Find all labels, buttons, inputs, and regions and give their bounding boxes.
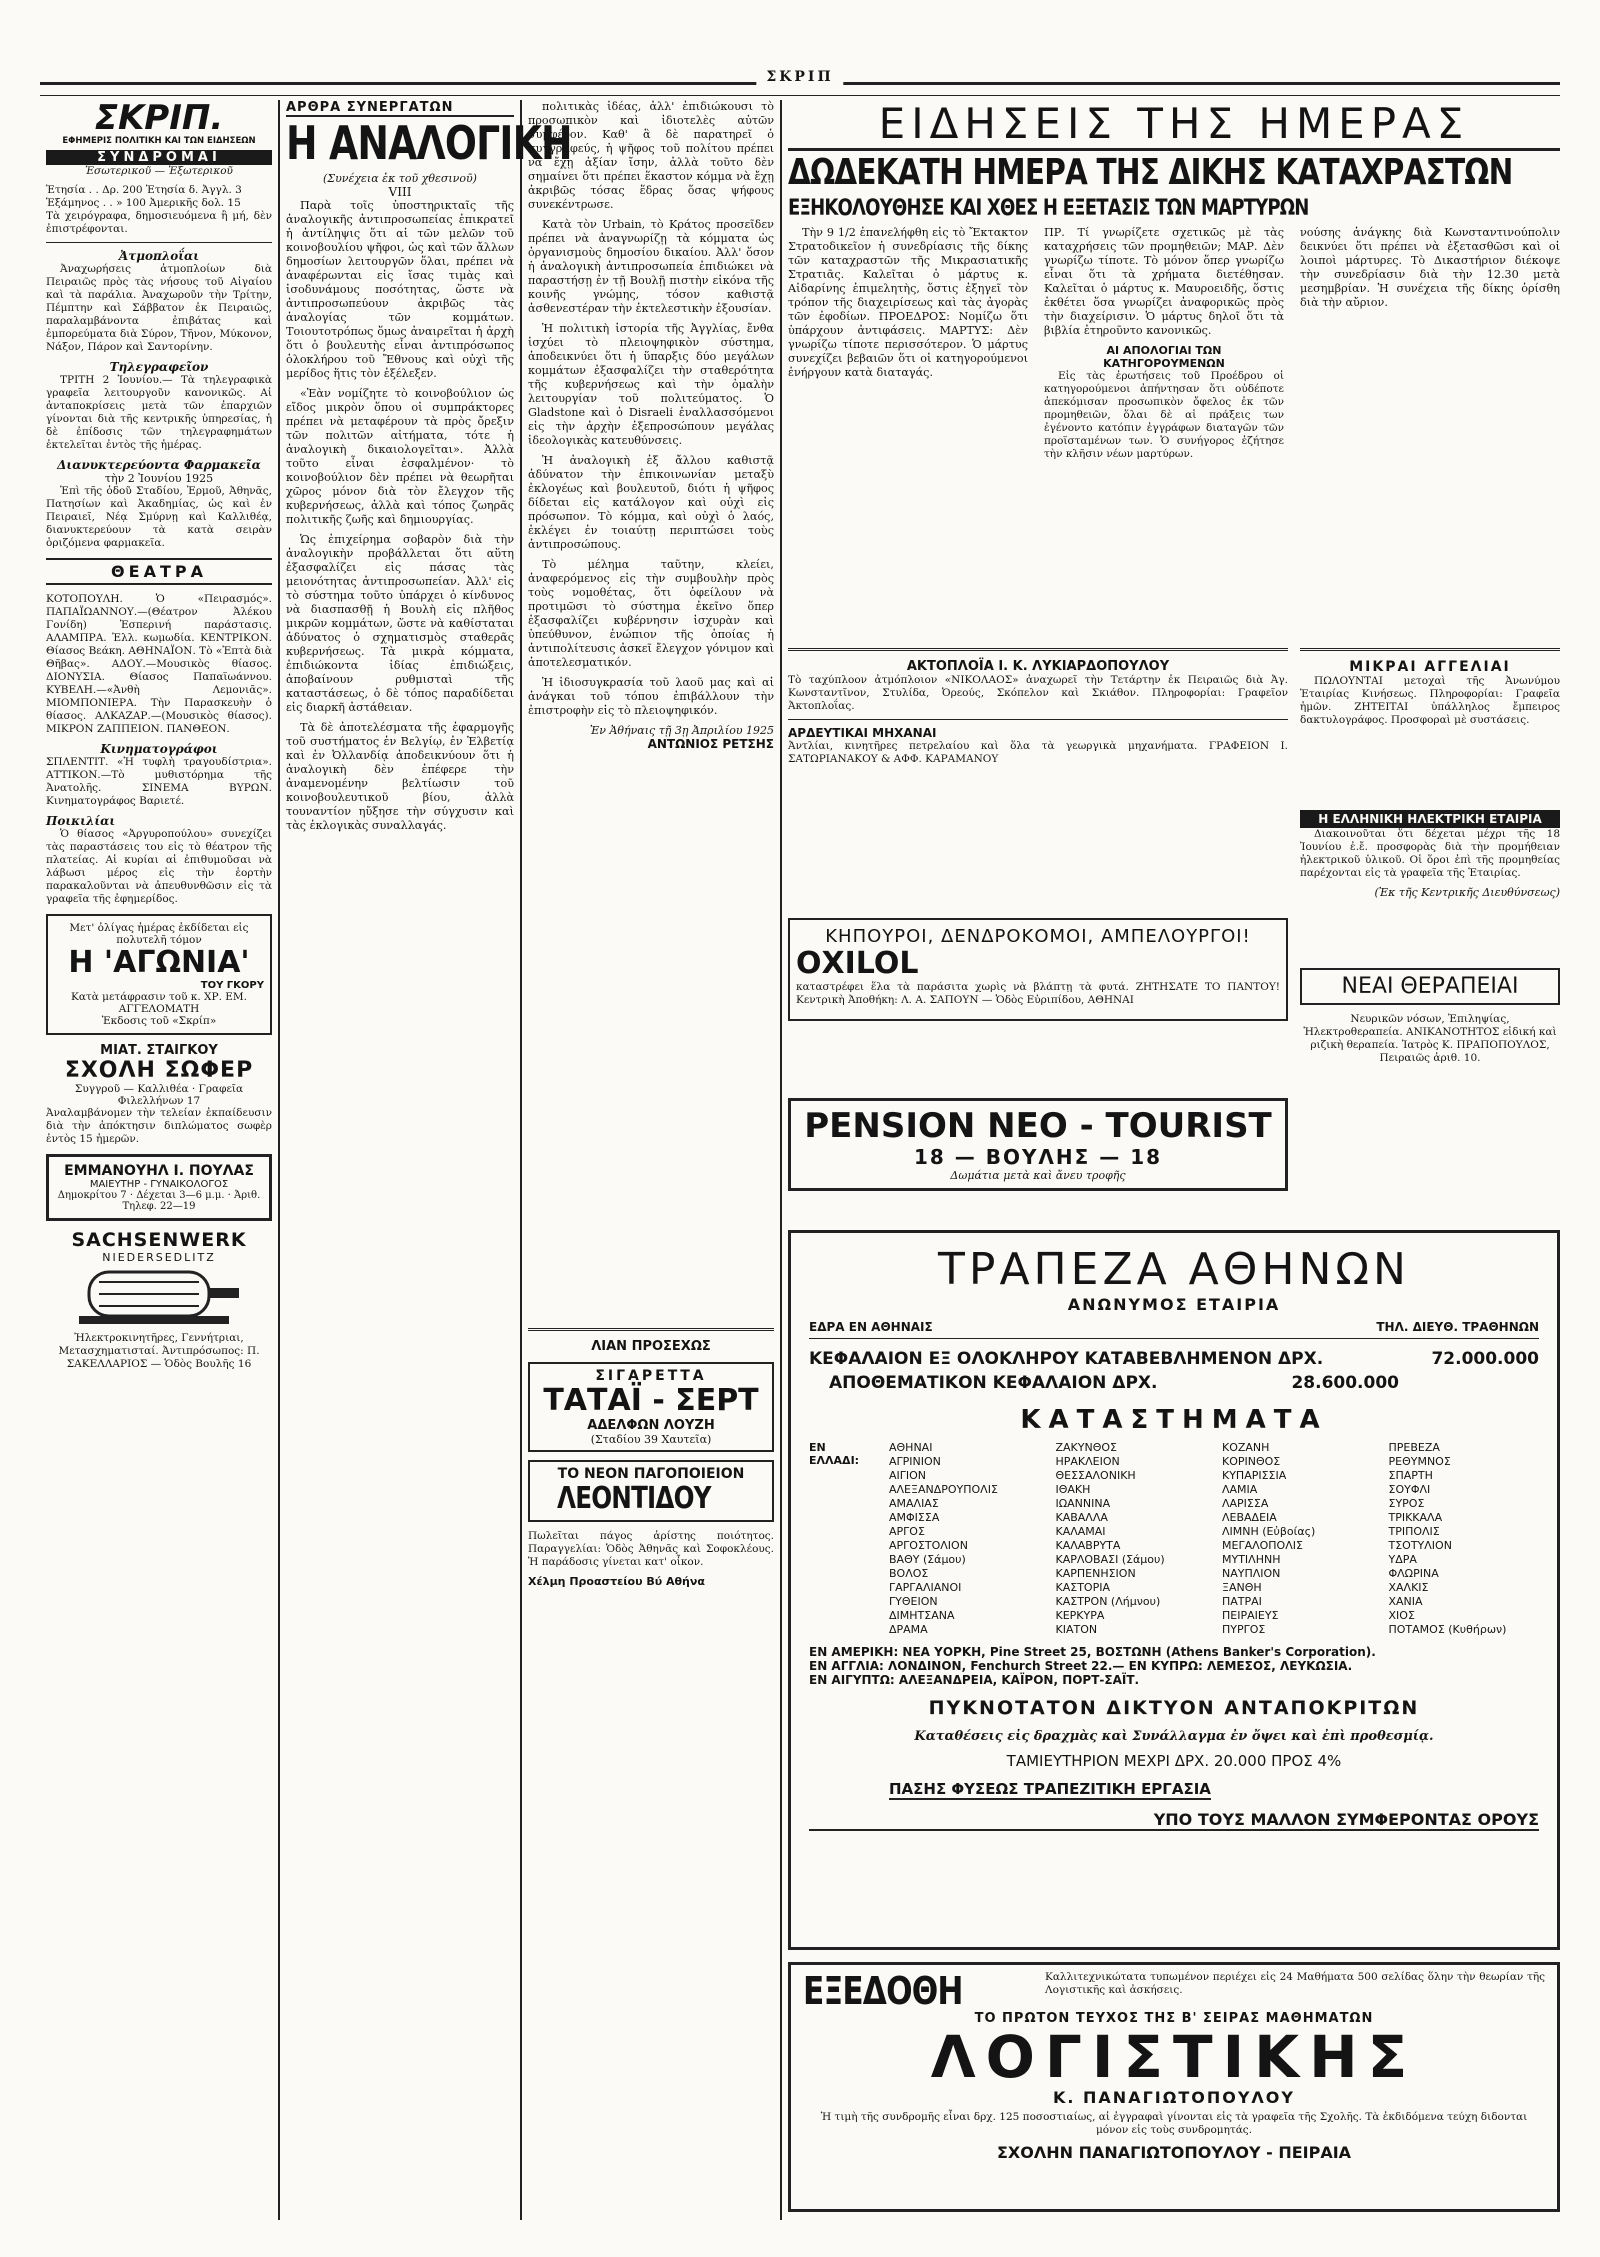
page-mark: ΣΚΡΙΠ: [756, 69, 843, 85]
deposits: Καταθέσεις εἰς δραχμὰς καὶ Συνάλλαγμα ἐν ὄψει καὶ ἐπὶ προθεσμίᾳ.: [914, 1729, 1434, 1744]
branch-name: ΛΑΜΙΑ: [1222, 1483, 1258, 1496]
branch-name: ΓΥΘΕΙΟΝ: [889, 1595, 938, 1608]
article-section: ΑΡΘΡΑ ΣΥΝΕΡΓΑΤΩΝ: [286, 100, 514, 117]
school-label: ΜΙΑΤ. ΣΤΑΙΓΚΟΥ: [100, 1043, 218, 1058]
abroad-line: ΕΝ ΑΙΓΥΠΤΩ: ΑΛΕΞΑΝΔΡΕΙΑ, ΚΑΪΡΟΝ, ΠΟΡΤ-ΣΑΪΤ.: [809, 1673, 1140, 1687]
branch-name: ΔΙΜΗΤΣΑΝΑ: [889, 1609, 955, 1622]
article-column-1: [286, 100, 514, 117]
logistics-title: ΛΟΓΙΣΤΙΚΗΣ: [930, 2023, 1418, 2091]
branch-name: ΚΙΑΤΟΝ: [1055, 1623, 1098, 1636]
pension-title: PENSION NEO - TOURIST: [804, 1106, 1272, 1146]
branch-name: ΜΕΓΑΛΟΠΟΛΙΣ: [1222, 1539, 1303, 1552]
subscriptions-title: ΣΥΝΔΡΟΜΑΙ: [46, 150, 272, 165]
branch-name: ΘΕΣΣΑΛΟΝΙΚΗ: [1055, 1469, 1136, 1482]
branch-name: ΙΘΑΚΗ: [1055, 1483, 1091, 1496]
article-part: VIII: [388, 185, 412, 199]
branch-name: ΤΣΟΤΥΛΙΟΝ: [1388, 1539, 1452, 1552]
agonia-title: Η 'ΑΓΩΝΙΑ': [68, 945, 250, 980]
left-column: [46, 100, 272, 1377]
branch-name: ΚΑΡΠΕΝΗΣΙΟΝ: [1055, 1567, 1136, 1580]
branches-col: [889, 1441, 1040, 1637]
news-text: Τὴν 9 1/2 ἐπανελήφθη εἰς τὸ Ἔκτακτον Στρατοδικεῖον ἡ συνεδρίασις τῆς δίκης τῶν καταχραστῶν τῆς Μικρασιατικῆς Στρατιᾶς. Καλεῖται ὁ μάρτυς κ. Αἰδαρίνης ἐπιμελητὴς, ὅστις ἐξηγεῖ τὸν τρόπον τῆς διαχειρίσεως καὶ τὰς ἀγορὰς τῶν ἐφοδίων. ΠΡΟΕΔΡΟΣ: Νομίζω ὅτι ὑπάρχουν ἀντιφάσεις. ΜΑΡΤΥΣ: Δὲν γνωρίζω τίποτε περισσότερον. Ὁ μάρτυς συνεχίζει βεβαιῶν ὅτι οἱ κατηγορούμενοι ἐνήργουν κατὰ διαταγάς.: [788, 226, 1028, 379]
logistics-ad: [788, 1962, 1560, 2212]
cigarette-ad: [528, 1362, 774, 1452]
masthead: ΣΚΡΙΠ.: [94, 98, 224, 138]
agonia-ad: [46, 914, 272, 1035]
pharmacy-date: τὴν 2 Ἰουνίου 1925: [104, 472, 214, 485]
branch-name: ΚΑΛΑΜΑΙ: [1055, 1525, 1106, 1538]
pension-address: 18 — ΒΟΥΛΗΣ — 18: [913, 1145, 1163, 1169]
logistics-top: [803, 1971, 1545, 2011]
subscriptions-note: Τὰ χειρόγραφα, δημοσιευόμενα ἢ μή, δὲν ἐπιστρέφονται.: [46, 210, 272, 235]
branch-name: ΑΜΑΛΙΑΣ: [889, 1497, 939, 1510]
branch-name: ΑΛΕΞΑΝΔΡΟΥΠΟΛΙΣ: [889, 1483, 998, 1496]
ice-title: ΤΟ ΝΕΟΝ ΠΑΓΟΠΟΙΕΙΟΝ: [557, 1466, 745, 1482]
page-header-rule: [40, 69, 1560, 96]
branch-name: ΧΑΝΙΑ: [1388, 1595, 1423, 1608]
news-headline: ΔΩΔΕΚΑΤΗ ΗΜΕΡΑ ΤΗΣ ΔΙΚΗΣ ΚΑΤΑΧΡΑΣΤΩΝ: [788, 152, 1513, 193]
branch-name: ΓΑΡΓΑΛΙΑΝΟΙ: [889, 1581, 962, 1594]
school-title: ΣΧΟΛΗ ΣΩΦΕΡ: [64, 1058, 254, 1083]
news-col-1: [788, 226, 1028, 386]
capital-value: 72.000.000: [1431, 1349, 1539, 1369]
school-address: Συγγροῦ — Καλλιθέα · Γραφεῖα Φιλελλήνων 17: [74, 1083, 244, 1107]
news-col-3: [1300, 226, 1560, 316]
branch-name: ΤΡΙΚΚΑΛΑ: [1388, 1511, 1443, 1524]
branch-name: ΚΑΡΛΟΒΑΣΙ (Σάμου): [1055, 1553, 1165, 1566]
branch-name: ΧΙΟΣ: [1388, 1609, 1415, 1622]
news-text: νούσης ἀνάγκης διὰ Κωνσταντινούπολιν δεικνύει ὅτι πρέπει νὰ ἐξετασθῶσι καὶ οἱ λοιποὶ μάρτυρες. Τὸ Δικαστήριον διέκοψε τὴν συνεδρίασιν διὰ τὴν 12.30 μετὰ μεσημβρίαν. Ἡ συνέχεια τῆς δίκης ὁρίσθη διὰ τὴν αὔριον.: [1300, 226, 1560, 309]
subscriptions-row: Ἑξάμηνος . . » 100 Ἀμερικῆς δολ. 15: [46, 197, 241, 209]
column-rule: [780, 100, 782, 2220]
therapies-ad: [1300, 960, 1560, 1071]
small-ads-title: ΜΙΚΡΑΙ ΑΓΓΕΛΙΑΙ: [1349, 659, 1511, 675]
branch-name: ΑΡΓΟΣ: [889, 1525, 925, 1538]
bank-seat-row: [809, 1320, 1539, 1339]
ice-name: ΛΕΟΝΤΙΔΟΥ: [557, 1481, 711, 1516]
farmers-title: ΚΗΠΟΥΡΟΙ, ΔΕΝΔΡΟΚΟΜΟΙ, ΑΜΠΕΛΟΥΡΓΟΙ!: [825, 926, 1251, 947]
branch-name: ΔΡΑΜΑ: [889, 1623, 928, 1636]
divider: [528, 1328, 774, 1331]
agonia-translator: Κατὰ μετάφρασιν τοῦ κ. ΧΡ. ΕΜ. ΑΓΓΕΛΟΜΑΤΗ: [70, 991, 247, 1015]
ice-body: Πωλεῖται πάγος ἀρίστης ποιότητος. Παραγγελίαι: Ὁδὸς Ἀθηνᾶς καὶ Σοφοκλέους. Ἡ παράδοσις γίνεται κατ' οἶκον.: [528, 1530, 774, 1568]
cinema-title: Κινηματογράφοι: [100, 742, 218, 756]
sachsen-footer: Ἠλεκτροκινητῆρες, Γεννήτριαι, Μετασχηματισταί. Ἀντιπρόσωπος: Π. ΣΑΚΕΛΛΑΡΙΟΣ — Ὁδὸς Βουλῆς 16: [58, 1332, 260, 1370]
bank-telegraph: ΤΗΛ. ΔΙΕΥΘ. ΤΡΑΘΗΝΩΝ: [1376, 1320, 1539, 1334]
article-title-wrap: [286, 116, 572, 170]
branch-name: ΡΕΘΥΜΝΟΣ: [1388, 1455, 1451, 1468]
school-body: Ἀναλαμβάνομεν τὴν τελείαν ἐκπαίδευσιν διὰ τὴν ἀπόκτησιν διπλώματος σωφὲρ ἐντὸς 15 ἡμερῶν.: [46, 1107, 272, 1145]
branch-name: ΚΟΖΑΝΗ: [1222, 1441, 1270, 1454]
capital-label: ΚΕΦΑΛΑΙΟΝ ΕΞ ΟΛΟΚΛΗΡΟΥ ΚΑΤΑΒΕΒΛΗΜΕΝΟΝ ΔΡΧ.: [809, 1349, 1324, 1369]
article-paragraph: Κατὰ τὸν Urbain, τὸ Κράτος προσεῖδεν πρέπει νὰ ἀναγνωρίζῃ τὰ κόμματα ὡς ὀργανισμοὺς δημοσίου δικαίου. Ἀλλ' ὅσον ἡ ἀναλογικὴ ἀντιπροσωπεία ἐπιδιώκει νὰ παραστήσῃ ἐν τῇ Βουλῇ πιστὴν εἰκόνα τῆς κοινῆς γνώμης, τόσον καθιστᾷ ἀσθενεστέραν τὴν ἐκτελεστικὴν ἐξουσίαν.: [528, 218, 774, 315]
pension-box: [788, 1098, 1288, 1191]
branch-name: ΚΑΣΤΡΟΝ (Λήμνου): [1055, 1595, 1161, 1608]
branches-col: [1389, 1441, 1540, 1637]
branch-name: ΚΟΡΙΝΘΟΣ: [1222, 1455, 1281, 1468]
news-section: [788, 100, 1560, 223]
branch-name: ΛΙΜΝΗ (Εὐβοίας): [1222, 1525, 1316, 1538]
notice-title: Ἀτμοπλοΐαι: [118, 249, 200, 263]
branch-name: ΠΑΤΡΑΙ: [1222, 1595, 1262, 1608]
oxilol-ad: [788, 910, 1288, 1029]
branch-name: ΞΑΝΘΗ: [1222, 1581, 1262, 1594]
mid-ads-right: [1300, 640, 1560, 733]
branch-name: ΖΑΚΥΝΘΟΣ: [1055, 1441, 1117, 1454]
branch-name: ΚΥΠΑΡΙΣΣΙΑ: [1222, 1469, 1287, 1482]
logistics-school: ΣΧΟΛΗΝ ΠΑΝΑΓΙΩΤΟΠΟΥΛΟΥ - ΠΕΙΡΑΙΑ: [996, 2143, 1352, 2162]
branch-name: ΣΠΑΡΤΗ: [1388, 1469, 1433, 1482]
branch-name: ΝΑΥΠΛΙΟΝ: [1222, 1567, 1281, 1580]
pension-sub: Δωμάτια μετὰ καὶ ἄνευ τροφῆς: [950, 1169, 1126, 1182]
therapies-body: Νευρικῶν νόσων, Ἐπιληψίας, Ἠλεκτροθεραπεία. ΑΝΙΚΑΝΟΤΗΤΟΣ εἰδική καὶ ριζικὴ θεραπεία. Ἰατρὸς Κ. ΠΡΑΠΟΠΟΥΛΟΣ, Πειραιῶς ἀριθ. 10.: [1303, 1013, 1557, 1064]
abroad-line: ΕΝ ΑΜΕΡΙΚΗ: ΝΕΑ ΥΟΡΚΗ, Pine Street 25, ΒΟΣΤΩΝΗ (Athens Banker's Corporation).: [809, 1645, 1376, 1659]
reserve-label: ΑΠΟΘΕΜΑΤΙΚΟΝ ΚΕΦΑΛΑΙΟΝ ΔΡΧ.: [829, 1373, 1158, 1393]
savings-value: 20.000 ΠΡΟΣ 4%: [1213, 1752, 1342, 1770]
savings-row: [809, 1752, 1539, 1770]
article-paragraph: Παρὰ τοῖς ὑποστηρικταῖς τῆς ἀναλογικῆς ἀντιπροσωπείας ἐπικρατεῖ ἡ ἀντίληψις ὅτι αἱ τῶν μελῶν τοῦ κοινοβουλίου ψῆφοι, ὡς καὶ τῶν ἄλλων δημοσίων λειτουργῶν ὅλαι, πρέπει νὰ ἀναφέρωνται εἰς ἴσας τιμὰς καὶ ἰσοδυνάμους ποσότητας, ὥστε νὰ ἀντιπροσωπεύουν ἀκριβῶς τὰς ἀναλογίας τῶν κομμάτων. Τοιουτοτρόπως ὅμως ἀναιρεῖται ἡ ἀρχὴ ὅτι ὁ βουλευτὴς εἶναι ἀντιπρόσωπος ὁλοκλήρου τοῦ Ἔθνους καὶ οὐχὶ τῆς μερίδος ἥτις τὸν ἐξέλεξεν.: [286, 199, 514, 380]
branch-name: ΚΕΡΚΥΡΑ: [1055, 1609, 1105, 1622]
news-subheadline: ΕΞΗΚΟΛΟΥΘΗΣΕ ΚΑΙ ΧΘΕΣ Η ΕΞΕΤΑΣΙΣ ΤΩΝ ΜΑΡΤΥΡΩΝ: [788, 196, 1309, 221]
branch-name: ΤΡΙΠΟΛΙΣ: [1388, 1525, 1440, 1538]
branches-col: [1222, 1441, 1373, 1637]
branches-prefix: ΕΝ ΕΛΛΑΔΙ:: [809, 1441, 860, 1467]
theatres-body: ΚΟΤΟΠΟΥΛΗ. Ὁ «Πειρασμός». ΠΑΠΑΪΩΑΝΝΟΥ.—(Θέατρον Ἀλέκου Γονίδη) Ἑσπερινή παράστασις. ΑΛΑΜΠΡΑ. Ἐλλ. κωμωδία. ΚΕΝΤΡΙΚΟΝ. Θίασος Βεάκη. ΑΘΗΝΑΪΟΝ. Τὸ «Ἐπτὰ διὰ Θῆβας». ΑΔΟΥ.—Μουσικὸς θίασος. ΔΙΟΝΥΣΙΑ. Θίασος Παπαϊωάννου. ΚΥΒΕΛΗ.—«Ἀνθὴ Λεμονιᾶς». ΜΙΟΜΠΟΝΙΕΡΑ. Τὴν Παρασκευὴν ὁ θίασος. ΑΛΚΑΖΑΡ.—(Μουσικὸς θίασος). ΜΙΚΡΟΝ ΖΑΠΠΕΙΟΝ. ΠΑΝΘΕΟΝ.: [46, 593, 272, 735]
farmers-box: [788, 918, 1288, 1021]
cig-maker: ΑΔΕΛΦΩΝ ΛΟΥΖΗ: [587, 1418, 715, 1433]
column-rule: [278, 100, 280, 2220]
logistics-body: Ἡ τιμὴ τῆς συνδρομῆς εἶναι δρχ. 125 ποσοστιαίως, αἱ ἐγγραφαὶ γίνονται εἰς τὰ γραφεῖα τῆς Σχολῆς. Τὰ ἐκδιδόμενα τεύχη διδονται μόνον εἰς τοὺς συνδρομητάς.: [820, 2111, 1528, 2136]
notice-body: Ἀναχωρήσεις ἀτμοπλοίων διὰ Πειραιῶς πρὸς τὰς νήσους τοῦ Αἰγαίου καὶ τὰ παράλια. Ἀναχωροῦν τὴν Τρίτην, Πέμπτην καὶ Σάββατον ἐκ Πειραιῶς, παραλαμβάνοντα ἐπιβάτας καὶ ἐμπορεύματα διὰ Σύρον, Τῆνον, Μύκονον, Νάξον, Πάρον καὶ Σαντορίνην.: [46, 263, 272, 353]
cig-address: (Σταδίου 39 Χαυτεῖα): [590, 1433, 712, 1446]
branch-name: ΑΘΗΝΑΙ: [889, 1441, 933, 1454]
therapies-box: [1300, 968, 1560, 1005]
branch-name: ΙΩΑΝΝΙΝΑ: [1055, 1497, 1111, 1510]
pharmacy-title: Διανυκτερεύοντα Φαρμακεῖα: [57, 458, 261, 472]
logistics-issued: ΕΞΕΔΟΘΗ: [803, 1969, 963, 2013]
electric-sign: (Ἐκ τῆς Κεντρικῆς Διευθύνσεως): [1374, 886, 1560, 899]
mid-ads-left: [788, 640, 1288, 772]
doctor-name: ΕΜΜΑΝΟΥΗΛ Ι. ΠΟΥΛΑΣ: [64, 1163, 254, 1179]
article-paragraph: «Ἐὰν νομίζητε τὸ κοινοβούλιον ὡς εἴδος μικρὸν ὅπου οἱ συμπράκτορες πρέπει νὰ μεταφέρουν τὰ πρὸς ὄρεξιν τῶν πολιτῶν αἰτήματα, τότε ἡ ἀναλογικὴ δικαιολογεῖται». Ἀλλὰ τοῦτο εἶναι ἐσφαλμένον· τὸ κοινοβούλιον δὲν πρέπει νὰ θεωρῆται χῶρος μόνον διὰ τὸν ἔλεγχον τῆς κυβερνήσεως, ἀλλὰ καὶ τόπος ζωηρᾶς πολιτικῆς ζωῆς καὶ δημιουργίας.: [286, 387, 514, 526]
bank-type: ΑΝΩΝΥΜΟΣ ΕΤΑΙΡΙΑ: [1067, 1295, 1281, 1314]
divider: [788, 719, 1288, 720]
pharmacy-body: Ἐπὶ τῆς ὁδοῦ Σταδίου, Ἑρμοῦ, Ἀθηνᾶς, Πατησίων καὶ Ἀκαδημίας, ὡς καὶ ἐν Πειραιεῖ, Νέᾳ Σμύρνῃ καὶ Καλλιθέᾳ, διανυκτερεύουν τὰ κατὰ σειρὰν ὁριζόμενα φαρμακεῖα.: [46, 485, 272, 549]
article-subtitle: (Συνέχεια ἐκ τοῦ χθεσινοῦ): [323, 172, 477, 185]
news-col-2: [1044, 226, 1284, 467]
agonia-sub: ΤΟΥ ΓΚΟΡΥ: [200, 980, 264, 991]
logistics-series: ΤΟ ΠΡΩΤΟΝ ΤΕΥΧΟΣ ΤΗΣ Β' ΣΕΙΡΑΣ ΜΑΘΗΜΑΤΩΝ: [974, 2011, 1374, 2026]
pension-ad: [788, 1090, 1288, 1199]
branch-name: ΑΡΓΟΣΤΟΛΙΟΝ: [889, 1539, 968, 1552]
article-author: ΑΝΤΩΝΙΟΣ ΡΕΤΣΗΣ: [647, 737, 774, 751]
sachsen-brand: SACHSENWERK: [71, 1229, 247, 1251]
cinema-body: ΣΠΛΕΝΤΙΤ. «Ἡ τυφλὴ τραγουδίστρια». ΑΤΤΙΚΟΝ.—Τὸ μυθιστόρημα τῆς Ἀνατολῆς. ΣΙΝΕΜΑ ΒΥΡΩΝ. Κινηματογράφος Βαριετέ.: [46, 756, 272, 807]
subscriptions-row: Ἐτησία . . Δρ. 200 Ἐτησία δ. Ἀγγλ. 3: [46, 184, 242, 196]
branch-name: ΚΑΒΑΛΛΑ: [1055, 1511, 1108, 1524]
ice-footer: Χέλμη Προαστείου Βύ Αθήνα: [528, 1575, 705, 1588]
bank-reserve-row: [809, 1373, 1539, 1393]
branch-name: ΥΔΡΑ: [1388, 1553, 1417, 1566]
subscriptions-labels: Ἐσωτερικοῦ — Ἐξωτερικοῦ: [85, 165, 233, 177]
divider: [1300, 648, 1560, 651]
branch-name: ΚΑΛΑΒΡΥΤΑ: [1055, 1539, 1121, 1552]
branch-name: ΗΡΑΚΛΕΙΟΝ: [1055, 1455, 1120, 1468]
branches-col: [1056, 1441, 1207, 1637]
ice-cig-ads: [528, 1320, 774, 2220]
misc-title: Ποικιλίαι: [46, 814, 116, 828]
reserve-value: 28.600.000: [1291, 1373, 1399, 1393]
article-paragraph: Ἡ ἰδιοσυγκρασία τοῦ λαοῦ μας καὶ αἱ ἀνάγκαι τοῦ τόπου ἐπιβάλλουν τὴν ἐπιστροφὴν εἰς τὸ πλειοψηφικόν.: [528, 676, 774, 717]
bank-capital-row: [809, 1349, 1539, 1369]
branch-name: ΜΥΤΙΛΗΝΗ: [1222, 1553, 1281, 1566]
article-paragraph: πολιτικὰς ἰδέας, ἀλλ' ἐπιδιώκουσι τὸ προσωπικὸν καὶ ἰδιοτελὲς αὐτῶν συμφέρον. Καθ' ἃ δὲ παρατηρεῖ ὁ συγγραφεύς, ἡ ψῆφος τοῦ πολίτου πρέπει νὰ ἔχῃ ἀξίαν ἴσην, ἀλλὰ τοῦτο δὲν σημαίνει ὅτι πρέπει ἕκαστον κόμμα νὰ ἔχῃ ἀκριβῶς τόσας ἕδρας ὅσας ψήφους συνεκέντρωσε.: [528, 100, 774, 211]
theatres-title: ΘΕΑΤΡΑ: [46, 558, 272, 585]
bank-name: ΤΡΑΠΕΖΑ ΑΘΗΝΩΝ: [938, 1244, 1410, 1295]
tagline: ΕΦΗΜΕΡΙΣ ΠΟΛΙΤΙΚΗ ΚΑΙ ΤΩΝ ΕΙΔΗΣΕΩΝ: [62, 136, 256, 146]
electric-notice: [1300, 810, 1560, 899]
article-body-2: [528, 100, 774, 1310]
branch-name: ΑΜΦΙΣΣΑ: [889, 1511, 940, 1524]
therapies-title: ΝΕΑΙ ΘΕΡΑΠΕΙΑΙ: [1341, 974, 1519, 999]
telegraph-body: ΤΡΙΤΗ 2 Ἰουνίου.— Τὰ τηλεγραφικὰ γραφεῖα λειτουργοῦν κανονικῶς. Αἱ ἀνταποκρίσεις μετὰ τῶν ἐπαρχιῶν γίνονται διὰ τῆς κεντρικῆς ὑπηρεσίας, ἡ δὲ ἐπίδοσις τῶν τηλεγραφημάτων ἐκτελεῖται ἐντὸς τῆς ἡμέρας.: [46, 374, 272, 451]
abroad-line: ΕΝ ΑΓΓΛΙΑ: ΛΟΝΔΙΝΟΝ, Fenchurch Street 22.— ΕΝ ΚΥΠΡΩ: ΛΕΜΕΣΟΣ, ΛΕΥΚΩΣΙΑ.: [809, 1659, 1353, 1673]
machines-title: ΑΡΔΕΥΤΙΚΑΙ ΜΗΧΑΝΑΙ: [788, 726, 937, 740]
branch-name: ΛΑΡΙΣΣΑ: [1222, 1497, 1269, 1510]
doctor-ad: [46, 1154, 272, 1221]
ship-title: ΑΚΤΟΠΛΟΪΑ Ι. Κ. ΛΥΚΙΑΡΔΟΠΟΥΛΟΥ: [906, 659, 1170, 674]
article-body-1: [286, 172, 514, 2222]
branch-name: ΒΑΘΥ (Σάμου): [889, 1553, 966, 1566]
divider: [788, 648, 1288, 651]
machines-body: Ἀντλίαι, κινητῆρες πετρελαίου καὶ ὅλα τὰ γεωργικὰ μηχανήματα. ΓΡΑΦΕΙΟΝ Ι. ΣΑΤΩΡΙΑΝΑΚΟΥ & ΑΦΦ. ΚΑΡΑΜΑΝΟΥ: [788, 740, 1288, 765]
services: ΠΑΣΗΣ ΦΥΣΕΩΣ ΤΡΑΠΕΖΙΤΙΚΗ ΕΡΓΑΣΙΑ: [889, 1780, 1211, 1798]
branch-name: ΠΥΡΓΟΣ: [1222, 1623, 1266, 1636]
article-signature: Ἐν Ἀθήναις τῇ 3ῃ Ἀπριλίου 1925: [589, 724, 774, 737]
small-ads-body: ΠΩΛΟΥΝΤΑΙ μετοχαὶ τῆς Ἀνωνύμου Ἑταιρίας Κινήσεως. Πληροφορίαι: Γραφεῖα ἡμῶν. ΖΗΤΕΙΤΑΙ ὑπάλληλος ἔμπειρος δακτυλογράφος. Προσφοραὶ μὲ συστάσεις.: [1300, 675, 1560, 726]
accused-title: ΑΙ ΑΠΟΛΟΓΙΑΙ ΤΩΝ ΚΑΤΗΓΟΡΟΥΜΕΝΩΝ: [1103, 344, 1225, 370]
branch-name: ΠΟΤΑΜΟΣ (Κυθήρων): [1388, 1623, 1507, 1636]
cig-title: ΛΙΑΝ ΠΡΟΣΕΧΩΣ: [591, 1339, 711, 1354]
doctor-specialty: ΜΑΙΕΥΤΗΡ - ΓΥΝΑΙΚΟΛΟΓΟΣ: [89, 1179, 229, 1190]
article-paragraph: Τὸ μέλημα ταῦτην, κλείει, ἀναφερόμενος εἰς τὴν συμβουλὴν πρὸς τοὺς νομοθέτας, ὅτι ὀφείλουν νὰ προτιμῶσι τὸ σύστημα ἐκεῖνο ὅπερ ἐξασφαλίζει κυβέρνησιν ἰσχυρὰν καὶ ὑπεύθυνον, ἐνώπιον τῆς ὁποίας ἡ ἀντιπολίτευσις ἀσκεῖ ἔλεγχον γόνιμον καὶ ἀποτελεσματικόν.: [528, 558, 774, 669]
branch-name: ΛΕΒΑΔΕΙΑ: [1222, 1511, 1277, 1524]
branch-name: ΑΓΡΙΝΙΟΝ: [889, 1455, 941, 1468]
article-paragraph: Ἡ πολιτικὴ ἱστορία τῆς Ἀγγλίας, ἔνθα ἰσχύει τὸ πλειοψηφικὸν σύστημα, ἀποδεικνύει ὅτι ἡ ὕπαρξις δύο μεγάλων κομμάτων ἐξασφαλίζει τὴν σταθερότητα τῆς κυβερνήσεως καὶ τὴν ὁμαλὴν λειτουργίαν τοῦ πολιτεύματος. Ὁ Gladstone καὶ ὁ Disraeli ἐναλλασσόμενοι εἰς τὴν ἀρχὴν ἐξεπροσώπουν μεγάλας ἰδεολογικὰς κατευθύνσεις.: [528, 322, 774, 447]
news-header: ΕΙΔΗΣΕΙΣ ΤΗΣ ΗΜΕΡΑΣ: [788, 100, 1560, 151]
branches-block: [809, 1441, 1539, 1637]
news-text: ΠΡ. Τί γνωρίζετε σχετικῶς μὲ τὰς καταχρήσεις τῶν προμηθειῶν; ΜΑΡ. Δὲν γνωρίζω τίποτε. Τὸ μόνον ὅπερ γνωρίζω εἶναι ὅτι τὰ χρήματα διετέθησαν. Καλεῖται ὁ μάρτυς κ. Μαυροειδῆς, ὅστις ἐκθέτει ὅσα γνωρίζει ἀναφορικῶς πρὸς τὴν διαχείρισιν. Ὁ μάρτυς δηλοῖ ὅτι τὰ βιβλία ἐτηροῦντο κανονικῶς.: [1044, 226, 1284, 337]
branch-name: ΦΛΩΡΙΝΑ: [1388, 1567, 1439, 1580]
branch-name: ΣΟΥΦΛΙ: [1388, 1483, 1431, 1496]
branch-name: ΑΙΓΙΟΝ: [889, 1469, 927, 1482]
branch-name: ΠΕΙΡΑΙΕΥΣ: [1222, 1609, 1279, 1622]
electric-title: Η ΕΛΛΗΝΙΚΗ ΗΛΕΚΤΡΙΚΗ ΕΤΑΙΡΙΑ: [1300, 810, 1560, 828]
branches-title: ΚΑΤΑΣΤΗΜΑΤΑ: [1020, 1405, 1328, 1435]
branch-name: ΣΥΡΟΣ: [1388, 1497, 1425, 1510]
savings-label: ΤΑΜΙΕΥΤΗΡΙΟΝ ΜΕΧΡΙ ΔΡΧ.: [1006, 1752, 1210, 1770]
cig-brand: ΤΑΤΑΪ - ΣΕΡΤ: [543, 1383, 759, 1418]
sachsen-ad: [46, 1229, 272, 1371]
bank-seat: ΕΔΡΑ ΕΝ ΑΘΗΝΑΙΣ: [809, 1320, 933, 1334]
cig-label: ΣΙΓΑΡΕΤΤΑ: [595, 1368, 707, 1384]
bank-ad: [788, 1230, 1560, 1950]
agonia-footer: Ἐκδοσις τοῦ «Σκρίπ»: [101, 1015, 217, 1027]
branch-name: ΧΑΛΚΙΣ: [1388, 1581, 1429, 1594]
article-paragraph: Ἡ ἀναλογικὴ ἐξ ἄλλου καθιστᾷ ἀδύνατον τὴν ἐπικοινωνίαν μεταξὺ ἐκλογέως καὶ βουλευτοῦ, διότι ἡ ψῆφος δίδεται εἰς κατάλογον καὶ οὐχὶ εἰς πρόσωπον. Τὸ κόμμα, καὶ οὐχὶ ὁ λαός, ἐκλέγει ἐν τοιαύτῃ περιπτώσει τοὺς ἀντιπροσώπους.: [528, 454, 774, 551]
branches-grid: [889, 1441, 1539, 1637]
electric-body: Διακοινοῦται ὅτι δέχεται μέχρι τῆς 18 Ἰουνίου ἐ.ἔ. προσφορὰς διὰ τὴν προμήθειαν ἠλεκτρικοῦ ὑλικοῦ. Οἱ ὅροι ἐπὶ τῆς προμηθείας παρέχονται εἰς τὰ γραφεῖα τῆς Ἑταιρίας.: [1300, 828, 1560, 879]
logistics-note: Καλλιτεχνικώτατα τυπωμένον περιέχει εἰς 24 Μαθήματα 500 σελίδας ὅλην τὴν θεωρίαν τῆς Λογιστικῆς καὶ ἀσκήσεις.: [1045, 1971, 1545, 1996]
network: ΠΥΚΝΟΤΑΤΟΝ ΔΙΚΤΥΟΝ ΑΝΤΑΠΟΚΡΙΤΩΝ: [928, 1697, 1420, 1719]
branch-name: ΒΟΛΟΣ: [889, 1567, 929, 1580]
logistics-author: Κ. ΠΑΝΑΓΙΩΤΟΠΟΥΛΟΥ: [1052, 2088, 1295, 2107]
oxilol-body: καταστρέφει ἕλα τὰ παράσιτα χωρὶς νὰ βλάπτῃ τὰ φυτά. ΖΗΤΗΣΑΤΕ ΤΟ ΠΑΝΤΟΥ! Κεντρικὴ Ἀποθήκη: Λ. Α. ΣΑΠΟΥΝ — Ὁδὸς Εὐριπίδου, ΑΘΗΝΑΙ: [796, 981, 1280, 1006]
doctor-address: Δημοκρίτου 7 · Δέχεται 3—6 μ.μ. · Ἀριθ. Τηλεφ. 22—19: [57, 1190, 261, 1212]
terms: ΥΠΟ ΤΟΥΣ ΜΑΛΛΟΝ ΣΥΜΦΕΡΟΝΤΑΣ ΟΡΟΥΣ: [809, 1810, 1539, 1831]
article-paragraph: Τὰ δὲ ἀποτελέσματα τῆς ἐφαρμογῆς τοῦ συστήματος ἐν Βελγίῳ, ἐν Ἑλβετίᾳ καὶ ἐν Ὀλλανδίᾳ ἀποδεικνύουν ὅτι ἡ ἀναλογικὴ δὲν ἐπέφερε τὴν ἀναμενομένην βελτίωσιν τοῦ κοινοβουλευτικοῦ βίου, ἀλλὰ τουναντίον ηὔξησε τὴν σύγχυσιν καὶ τὰς ἐκλογικὰς συναλλαγάς.: [286, 721, 514, 832]
oxilol-brand: ΟΧΙLOL: [796, 946, 919, 981]
motor-illustration: [59, 1264, 259, 1328]
accused-body: Εἰς τὰς ἐρωτήσεις τοῦ Προέδρου οἱ κατηγορούμενοι ἀπήντησαν ὅτι οὐδέποτε ἀπεκόμισαν προσωπικὸν ὄφελος ἐκ τῶν προμηθειῶν, ὅλαι δὲ αἱ πράξεις των ἐγένοντο κατόπιν ἐγγράφων διαταγῶν τῶν προϊσταμένων των. Ὁ συνήγορος ἐζήτησε τὴν κλῆσιν νέων μαρτύρων.: [1044, 370, 1284, 460]
column-rule: [520, 100, 522, 2220]
misc-body: Ὁ θίασος «Ἀργυροπούλου» συνεχίζει τὰς παραστάσεις του εἰς τὸ θέατρον τῆς πλατείας. Αἱ κυρίαι αἱ ἐπιθυμοῦσαι νὰ λάβωσι μέρος εἰς τὴν ἑορτὴν παρακαλοῦνται νὰ ἀπευθυνθῶσιν εἰς τὰ γραφεῖα τῆς ἐφημερίδος.: [46, 828, 272, 905]
article-paragraph: Ὡς ἐπιχείρημα σοβαρὸν διὰ τὴν ἀναλογικὴν προβάλλεται ὅτι αὕτη ἐξασφαλίζει εἰς πάσας τὰς μειονότητας ἀντιπροσωπείαν. Ἀλλ' εἰς τὸ σύστημα τοῦτο ὑπάρχει ὁ κίνδυνος νὰ διασπασθῇ ἡ Βουλὴ εἰς πλῆθος μικρῶν κομμάτων, ὥστε νὰ καθίσταται ἀδύνατος ὁ σχηματισμὸς σταθερᾶς κυβερνήσεως. Τὰ μικρὰ κόμματα, ἐπιδιώκοντα ἰδίας ἐπιδιώξεις, ἀποβαίνουν ρυθμισταὶ τῆς καταστάσεως, ὁ δὲ τόπος παραδίδεται εἰς διαρκῆ ἀστάθειαν.: [286, 533, 514, 714]
divider: [46, 242, 272, 243]
telegraph-title: Τηλεγραφεῖον: [109, 360, 209, 374]
branch-name: ΠΡΕΒΕΖΑ: [1388, 1441, 1440, 1454]
sachsen-sub: NIEDERSEDLITZ: [102, 1251, 216, 1264]
branch-name: ΚΑΣΤΟΡΙΑ: [1055, 1581, 1110, 1594]
ice-ad: [528, 1460, 774, 1522]
agonia-line: Μετ' ὀλίγας ἡμέρας ἐκδίδεται εἰς πολυτελῆ τόμον: [69, 922, 249, 946]
article-title: Η ΑΝΑΛΟΓΙΚΗ: [286, 116, 572, 170]
ship-body: Τὸ ταχύπλοον ἀτμόπλοιον «ΝΙΚΟΛΑΟΣ» ἀναχωρεῖ τὴν Τετάρτην ἐκ Πειραιῶς διὰ Ἀγ. Κωνσταντῖνον, Στυλίδα, Ὀρεούς, Σκόπελον καὶ Σκιάθον. Πληροφορίαι: Γραφεῖον Ἀκτοπλοΐας.: [788, 674, 1288, 712]
